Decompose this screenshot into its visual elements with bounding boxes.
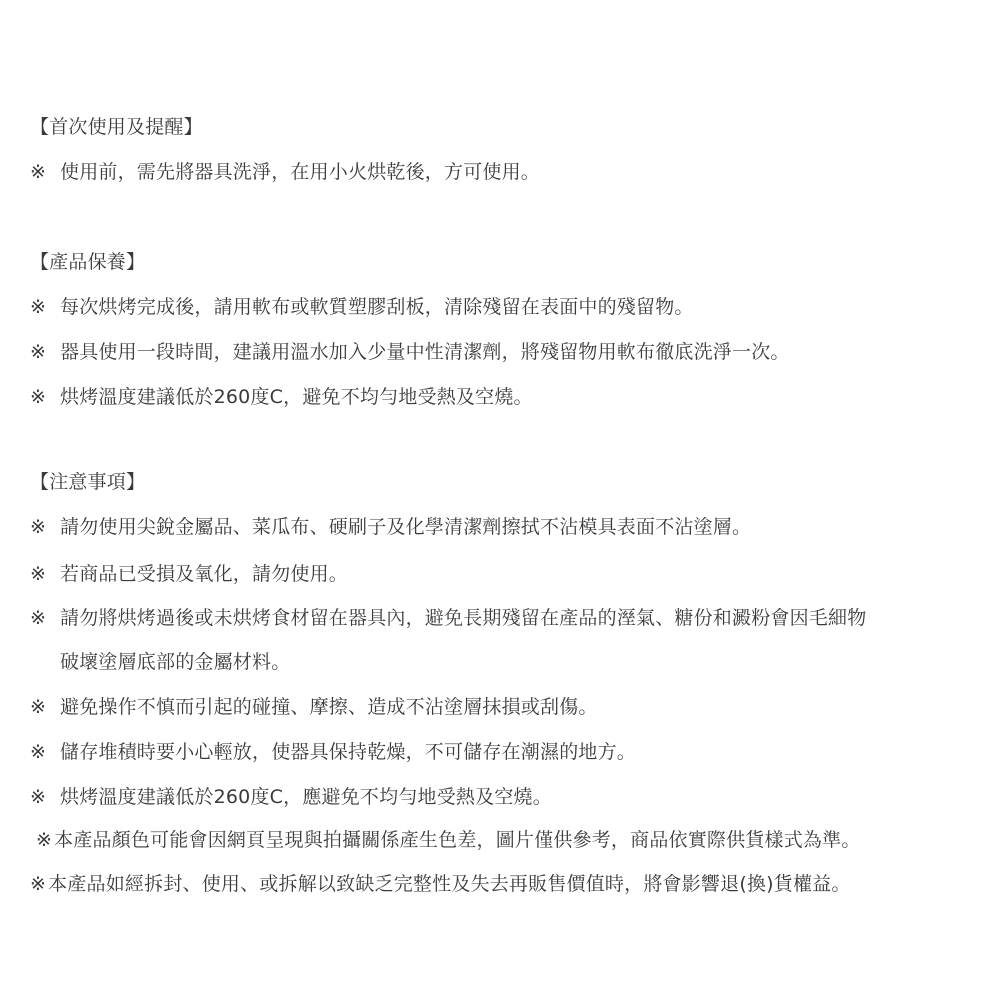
list-item-text: 請勿使用尖銳金屬品、菜瓜布、硬刷子及化學清潔劑擦拭不沾模具表面不沾塗層。 bbox=[60, 516, 752, 538]
disclaimer-note bbox=[30, 872, 851, 896]
section-heading-care: 【產品保養】 bbox=[30, 251, 146, 273]
list-item-continuation: 破壞塗層底部的金屬材料。 bbox=[60, 651, 291, 673]
reference-mark: ※ bbox=[30, 741, 47, 763]
reference-mark: ※ bbox=[30, 563, 47, 585]
list-item bbox=[30, 785, 552, 809]
disclaimer-text: 本產品如經拆封、使用、或拆解以致缺乏完整性及失去再販售價值時，將會影響退(換)貨權益。 bbox=[48, 873, 851, 895]
reference-mark: ※ bbox=[30, 296, 47, 318]
list-item-text: 儲存堆積時要小心輕放，使器具保持乾燥，不可儲存在潮濕的地方。 bbox=[60, 741, 637, 763]
list-item bbox=[30, 295, 694, 319]
list-item bbox=[30, 160, 540, 184]
list-item bbox=[30, 562, 348, 586]
reference-mark: ※ bbox=[30, 696, 47, 718]
list-item bbox=[30, 695, 598, 719]
list-item bbox=[30, 740, 636, 764]
disclaimer-text: 本產品顏色可能會因網頁呈現與拍攝關係產生色差，圖片僅供參考，商品依實際供貨樣式為準。 bbox=[54, 829, 861, 851]
list-item-text: 請勿將烘烤過後或未烘烤食材留在器具內，避免長期殘留在產品的溼氣、糖份和澱粉會因毛細物 bbox=[60, 607, 867, 629]
list-item-text: 器具使用一段時間，建議用溫水加入少量中性清潔劑，將殘留物用軟布徹底洗淨一次。 bbox=[60, 341, 790, 363]
list-item-text: 使用前，需先將器具洗淨，在用小火烘乾後，方可使用。 bbox=[60, 161, 541, 183]
reference-mark: ※ bbox=[30, 161, 47, 183]
section-heading-notices: 【注意事項】 bbox=[30, 471, 146, 493]
reference-mark: ※ bbox=[30, 786, 47, 808]
section-heading-first-use: 【首次使用及提醒】 bbox=[30, 116, 203, 138]
reference-mark: ※ bbox=[36, 829, 53, 851]
list-item bbox=[30, 606, 866, 630]
reference-mark: ※ bbox=[30, 873, 47, 895]
list-item-text: 烘烤溫度建議低於260度C，應避免不均勻地受熱及空燒。 bbox=[60, 786, 552, 808]
list-item-text: 避免操作不慎而引起的碰撞、摩擦、造成不沾塗層抹損或刮傷。 bbox=[60, 696, 598, 718]
list-item bbox=[30, 340, 790, 364]
list-item-text: 烘烤溫度建議低於260度C，避免不均勻地受熱及空燒。 bbox=[60, 386, 533, 408]
reference-mark: ※ bbox=[30, 341, 47, 363]
list-item-text: 若商品已受損及氧化，請勿使用。 bbox=[60, 563, 349, 585]
reference-mark: ※ bbox=[30, 516, 47, 538]
list-item-text: 每次烘烤完成後，請用軟布或軟質塑膠刮板，清除殘留在表面中的殘留物。 bbox=[60, 296, 694, 318]
reference-mark: ※ bbox=[30, 607, 47, 629]
reference-mark: ※ bbox=[30, 386, 47, 408]
list-item bbox=[30, 515, 751, 539]
disclaimer-note bbox=[36, 828, 861, 852]
list-item bbox=[30, 385, 533, 409]
